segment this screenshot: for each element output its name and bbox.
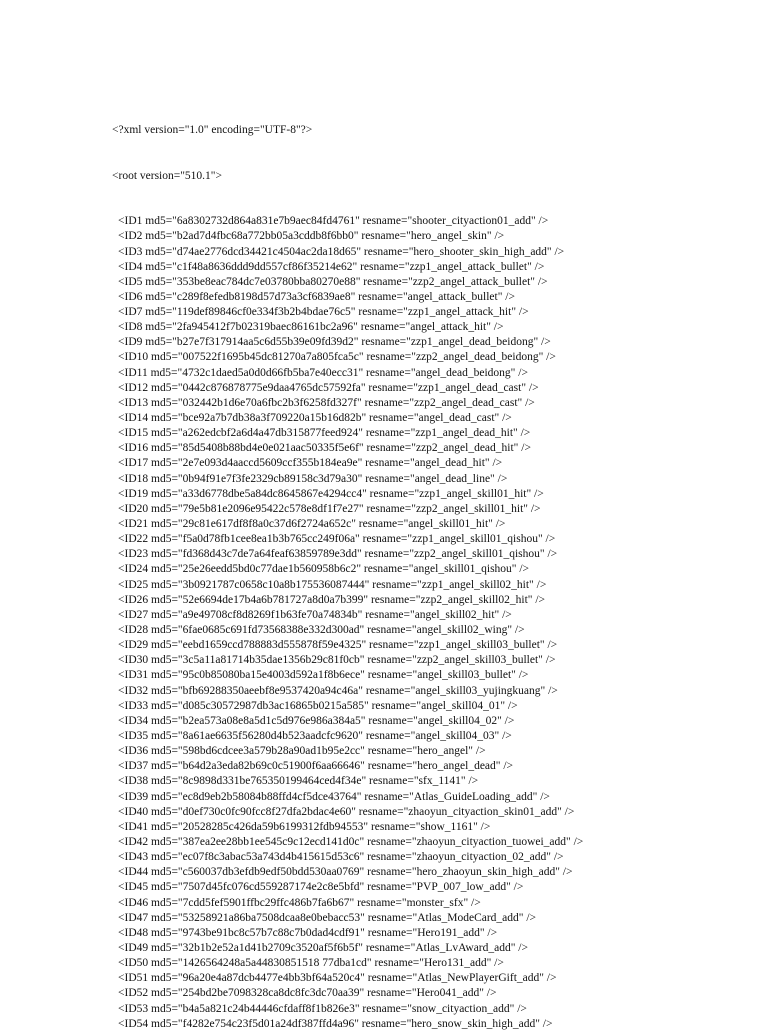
xml-entry-line: <ID54 md5="f4282e754c23f5d01a24df387ffd4a96" resname="hero_snow_skin_high_add" /> xyxy=(118,1017,553,1030)
xml-entry-line: <ID10 md5="007522f1695b45dc81270a7a805fca5c" resname="zzp2_angel_dead_beidong" /> xyxy=(118,351,556,364)
xml-entry-line: <ID4 md5="c1f48a8636ddd9dd557cf86f35214e62" resname="zzp1_angel_attack_bullet" /> xyxy=(118,260,545,273)
xml-entry-line: <ID6 md5="c289f8efedb8198d57d73a3cf6839ae8" resname="angel_attack_bullet" /> xyxy=(118,290,515,303)
xml-entry-line: <ID19 md5="a33d6778dbe5a84dc8645867e4294cc4" resname="zzp1_angel_skill01_hit" /> xyxy=(118,487,544,500)
xml-entry-line: <ID5 md5="353be8eac784dc7e03780bba80270e88" resname="zzp2_angel_attack_bullet" /> xyxy=(118,275,548,288)
xml-entry-line: <ID30 md5="3c5a11a81714b35dae1356b29c81f0cb" resname="zzp2_angel_skill03_bullet" /> xyxy=(118,654,556,667)
xml-entry-line: <ID32 md5="bfb69288350aeebf8e9537420a94c46a" resname="angel_skill03_yujingkuang" /> xyxy=(118,684,558,697)
xml-entry-line: <ID33 md5="d085c30572987db3ac16865b0215a585" resname="angel_skill04_01" /> xyxy=(118,699,518,712)
xml-entry-line: <ID34 md5="b2ea573a08e8a5d1c5d976e986a384a5" resname="angel_skill04_02" /> xyxy=(118,714,515,727)
xml-entry-line: <ID47 md5="53258921a86ba7508dcaa8e0bebacc53" resname="Atlas_ModeCard_add" /> xyxy=(118,911,537,924)
xml-entry-line: <ID13 md5="032442b1d6e70a6fbc2b3f6258fd327f" resname="zzp2_angel_dead_cast" /> xyxy=(118,396,535,409)
xml-entry-line: <ID48 md5="9743be91bc8c57b7c88c7b0dad4cdf91" resname="Hero191_add" /> xyxy=(118,926,498,939)
xml-entry-line: <ID44 md5="c560037db3efdb9edf50bdd530aa0769" resname="hero_zhaoyun_skin_high_add" /> xyxy=(118,866,573,879)
xml-entry-line: <ID14 md5="bce92a7b7db38a3f709220a15b16d82b" resname="angel_dead_cast" /> xyxy=(118,412,512,425)
xml-entry-line: <ID28 md5="6fae0685c691fd73568388e332d300ad" resname="angel_skill02_wing" /> xyxy=(118,624,525,637)
xml-entry-line: <ID16 md5="85d5408b88bd4e0e021aac50335f5e6f" resname="zzp2_angel_dead_hit" /> xyxy=(118,442,531,455)
xml-entry-line: <ID46 md5="7cdd5fef5901ffbc29ffc486b7fa6b67" resname="monster_sfx" /> xyxy=(118,896,481,909)
xml-entry-line: <ID3 md5="d74ae2776dcd34421c4504ac2da18d65" resname="hero_shooter_skin_high_add" /> xyxy=(118,245,565,258)
xml-entry-line: <ID24 md5="25e26eedd5bd0c77dae1b560958b6c2" resname="angel_skill01_qishou" /> xyxy=(118,563,530,576)
xml-entry-line: <ID50 md5="1426564248a5a44830851518 77dba1cd" resname="Hero131_add" /> xyxy=(118,957,504,970)
xml-entry-line: <ID36 md5="598bd6cdcee3a579b28a90ad1b95e2cc" resname="hero_angel" /> xyxy=(118,745,486,758)
xml-entry-line: <ID31 md5="95c0b85080ba15e4003d592a1f8b6ece" resname="angel_skill03_bullet" /> xyxy=(118,669,529,682)
xml-entry-line: <ID42 md5="387ea2ee28bb1ee545c9c12ecd141d0c" resname="zhaoyun_cityaction_tuowei_add" /> xyxy=(118,835,584,848)
xml-entry-line: <ID41 md5="20528285c426da59b6199312fdb94553" resname="show_1161" /> xyxy=(118,820,491,833)
root-open-tag: <root version="510.1"> xyxy=(112,169,222,182)
xml-entry-line: <ID49 md5="32b1b2e52a1d41b2709c3520af5f6b5f" resname="Atlas_LvAward_add" /> xyxy=(118,941,528,954)
xml-entry-line: <ID43 md5="ec07f8c3abac53a743d4b415615d53c6" resname="zhaoyun_cityaction_02_add" /> xyxy=(118,851,564,864)
xml-entry-line: <ID27 md5="a9e49708cf8d8269f1b63fe70a74834b" resname="angel_skill02_hit" /> xyxy=(118,608,512,621)
xml-entry-line: <ID22 md5="f5a0d78fb1cee8ea1b3b765cc249f06a" resname="zzp1_angel_skill01_qishou" /> xyxy=(118,533,556,546)
xml-entry-line: <ID12 md5="0442c876878775e9daa4765dc57592fa" resname="zzp1_angel_dead_cast" /> xyxy=(118,381,539,394)
xml-entry-line: <ID21 md5="29c81e617df8f8a0c37d6f2724a652c" resname="angel_skill01_hit" /> xyxy=(118,518,506,531)
xml-entry-line: <ID40 md5="d0ef730c0fc90fcc8f27dfa2bdac4e60" resname="zhaoyun_cityaction_skin01_add" /> xyxy=(118,805,575,818)
xml-entry-line: <ID1 md5="6a8302732d864a831e7b9aec84fd4761" resname="shooter_cityaction01_add" /> xyxy=(118,215,549,228)
xml-entry-line: <ID51 md5="96a20e4a87dcb4477e4bb3bf64a520c4" resname="Atlas_NewPlayerGift_add" /> xyxy=(118,972,557,985)
xml-entry-line: <ID2 md5="b2ad7d4fbc68a772bb05a3cddb8f6bb0" resname="hero_angel_skin" /> xyxy=(118,230,505,243)
xml-entry-line: <ID38 md5="8c9898d331be765350199464ced4f34e" resname="sfx_1141" /> xyxy=(118,775,479,788)
xml-entry-line: <ID26 md5="52e6694de17b4a6b781727a8d0a7b399" resname="zzp2_angel_skill02_hit" /> xyxy=(118,593,546,606)
xml-entry-line: <ID18 md5="0b94f91e7f3fe2329cb89158c3d79a30" resname="angel_dead_line" /> xyxy=(118,472,508,485)
xml-listing xyxy=(112,93,583,1032)
xml-entry-line: <ID23 md5="fd368d43c7de7a64feaf63859789e3dd" resname="zzp2_angel_skill01_qishou" /> xyxy=(118,548,558,561)
xml-entry-line: <ID52 md5="254bd2be7098328ca8dc8fc3dc70aa39" resname="Hero041_add" /> xyxy=(118,987,497,1000)
xml-entry-line: <ID11 md5="4732c1daed5a0d0d66fb5ba7e40ecc31" resname="angel_dead_beidong" /> xyxy=(118,366,528,379)
xml-entry-line: <ID39 md5="ec8d9eb2b58084b88ffd4cf5dce43764" resname="Atlas_GuideLoading_add" /> xyxy=(118,790,550,803)
xml-entry-line: <ID9 md5="b27e7f317914aa5c6d55b39e09fd39d2" resname="zzp1_angel_dead_beidong" /> xyxy=(118,336,551,349)
xml-entry-line: <ID37 md5="b64d2a3eda82b69c0c51900f6aa66646" resname="hero_angel_dead" /> xyxy=(118,760,514,773)
xml-entry-line: <ID20 md5="79e5b81e2096e95422c578e8df1f7e27" resname="zzp2_angel_skill01_hit" /> xyxy=(118,502,541,515)
xml-entry-line: <ID29 md5="eebd1659ccd788883d555878f59e4325" resname="zzp1_angel_skill03_bullet" /> xyxy=(118,639,558,652)
xml-entry-line: <ID45 md5="7507d45fc076cd559287174e2c8e5bfd" resname="PVP_007_low_add" /> xyxy=(118,881,524,894)
xml-entry-line: <ID25 md5="3b0921787c0658c10a8b175536087444" resname="zzp1_angel_skill02_hit" /> xyxy=(118,578,547,591)
xml-entry-line: <ID53 md5="b4a5a821c24b44446cfdaff8f1b826e3" resname="snow_cityaction_add" /> xyxy=(118,1002,527,1015)
xml-entry-line: <ID8 md5="2fa945412f7b02319baec86161bc2a96" resname="angel_attack_hit" /> xyxy=(118,321,504,334)
xml-entry-line: <ID17 md5="2e7e093d4aaccd5609ccf355b184ea9e" resname="angel_dead_hit" /> xyxy=(118,457,503,470)
xml-declaration: <?xml version="1.0" encoding="UTF-8"?> xyxy=(112,124,313,137)
xml-entry-line: <ID7 md5="119def89846cf0e334f3b2b4bdae76c5" resname="zzp1_angel_attack_hit" /> xyxy=(118,306,529,319)
xml-entry-line: <ID15 md5="a262edcbf2a6d4a47db315877feed924" resname="zzp1_angel_dead_hit" /> xyxy=(118,427,531,440)
xml-entry-line: <ID35 md5="8a61ae6635f56280d4b523aadcfc9620" resname="angel_skill04_03" /> xyxy=(118,730,512,742)
